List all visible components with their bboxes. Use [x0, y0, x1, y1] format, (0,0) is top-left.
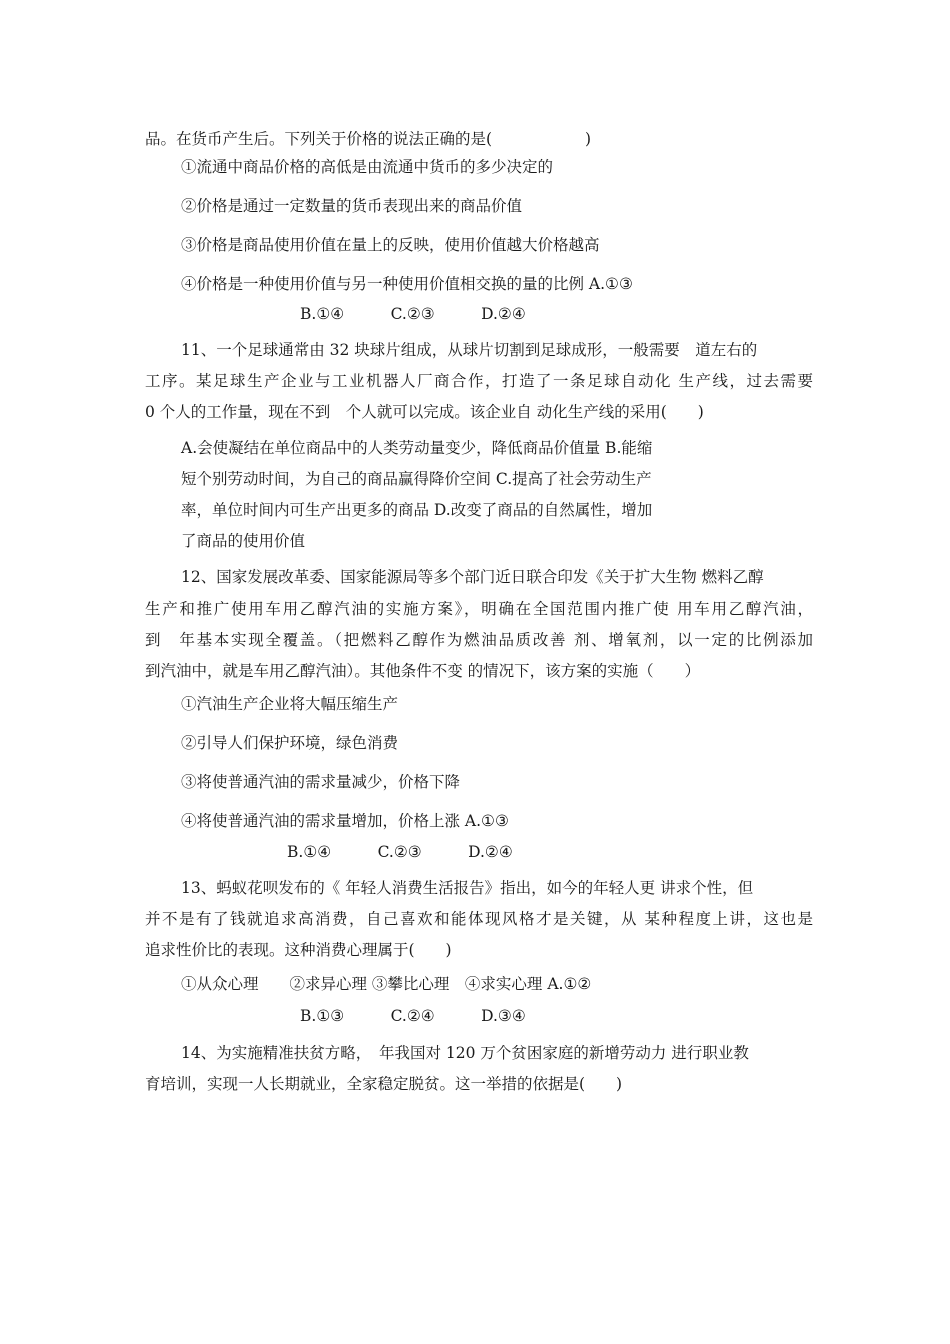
q12-statement-2: ②引导人们保护环境，绿色消费: [181, 734, 399, 752]
q12-statement-1: ①汽油生产企业将大幅压缩生产: [181, 695, 399, 713]
q10-options: B.①④ C.②③ D.②④: [300, 305, 526, 323]
q11-option-line-2: 短个别劳动时间，为自己的商品赢得降价空间 C.提高了社会劳动生产: [181, 470, 652, 488]
q13-stem-line-2: 并不是有了钱就追求高消费，自己喜欢和能体现风格才是关键，从 某种程度上讲，这也是: [145, 910, 813, 928]
q11-stem-line-2: 工序。某足球生产企业与工业机器人厂商合作，打造了一条足球自动化 生产线，过去需要: [145, 372, 813, 390]
q14-stem-line-1: 14、为实施精准扶贫方略， 年我国对 120 万个贫困家庭的新增劳动力 进行职业教: [181, 1044, 749, 1062]
q10-stem: 品。在货币产生后。下列关于价格的说法正确的是( ): [145, 130, 592, 148]
q10-statement-4: ④价格是一种使用价值与另一种使用价值相交换的量的比例 A.①③: [181, 275, 633, 293]
q12-statement-3: ③将使普通汽油的需求量减少，价格下降: [181, 773, 461, 791]
q12-stem-line-3: 到 年基本实现全覆盖。（把燃料乙醇作为燃油品质改善 剂、增氧剂，以一定的比例添加: [145, 631, 813, 649]
q11-option-line-1: A.会使凝结在单位商品中的人类劳动量变少，降低商品价值量 B.能缩: [181, 439, 653, 457]
q14-stem-line-2: 育培训，实现一人长期就业，全家稳定脱贫。这一举措的依据是( ): [145, 1075, 623, 1093]
q13-stem-line-1: 13、蚂蚁花呗发布的《 年轻人消费生活报告》指出，如今的年轻人更 讲求个性，但: [181, 879, 754, 897]
q11-option-line-3: 率，单位时间内可生产出更多的商品 D.改变了商品的自然属性，增加: [181, 501, 653, 519]
q11-stem-line-1: 11、一个足球通常由 32 块球片组成，从球片切割到足球成形，一般需要 道左右的: [181, 341, 758, 359]
q13-options: B.①③ C.②④ D.③④: [300, 1007, 526, 1025]
q10-statement-1: ①流通中商品价格的高低是由流通中货币的多少决定的: [181, 158, 554, 176]
q13-stem-line-3: 追求性价比的表现。这种消费心理属于( ): [145, 941, 452, 959]
q10-statement-3: ③价格是商品使用价值在量上的反映，使用价值越大价格越高: [181, 236, 600, 254]
q12-stem-line-4: 到汽油中，就是车用乙醇汽油）。其他条件不变 的情况下，该方案的实施（ ）: [145, 662, 701, 680]
q11-stem-line-3: 0 个人的工作量，现在不到 个人就可以完成。该企业自 动化生产线的采用( ): [145, 403, 704, 421]
q12-options: B.①④ C.②③ D.②④: [287, 843, 513, 861]
q12-statement-4: ④将使普通汽油的需求量增加，价格上涨 A.①③: [181, 812, 509, 830]
q12-stem-line-1: 12、国家发展改革委、国家能源局等多个部门近日联合印发《关于扩大生物 燃料乙醇: [181, 568, 764, 586]
q11-option-line-4: 了商品的使用价值: [181, 532, 306, 550]
q13-statement-line: ①从众心理 ②求异心理 ③攀比心理 ④求实心理 A.①②: [181, 975, 592, 993]
q12-stem-line-2: 生产和推广使用车用乙醇汽油的实施方案》，明确在全国范围内推广使 用车用乙醇汽油，: [145, 600, 813, 618]
q10-statement-2: ②价格是通过一定数量的货币表现出来的商品价值: [181, 197, 523, 215]
